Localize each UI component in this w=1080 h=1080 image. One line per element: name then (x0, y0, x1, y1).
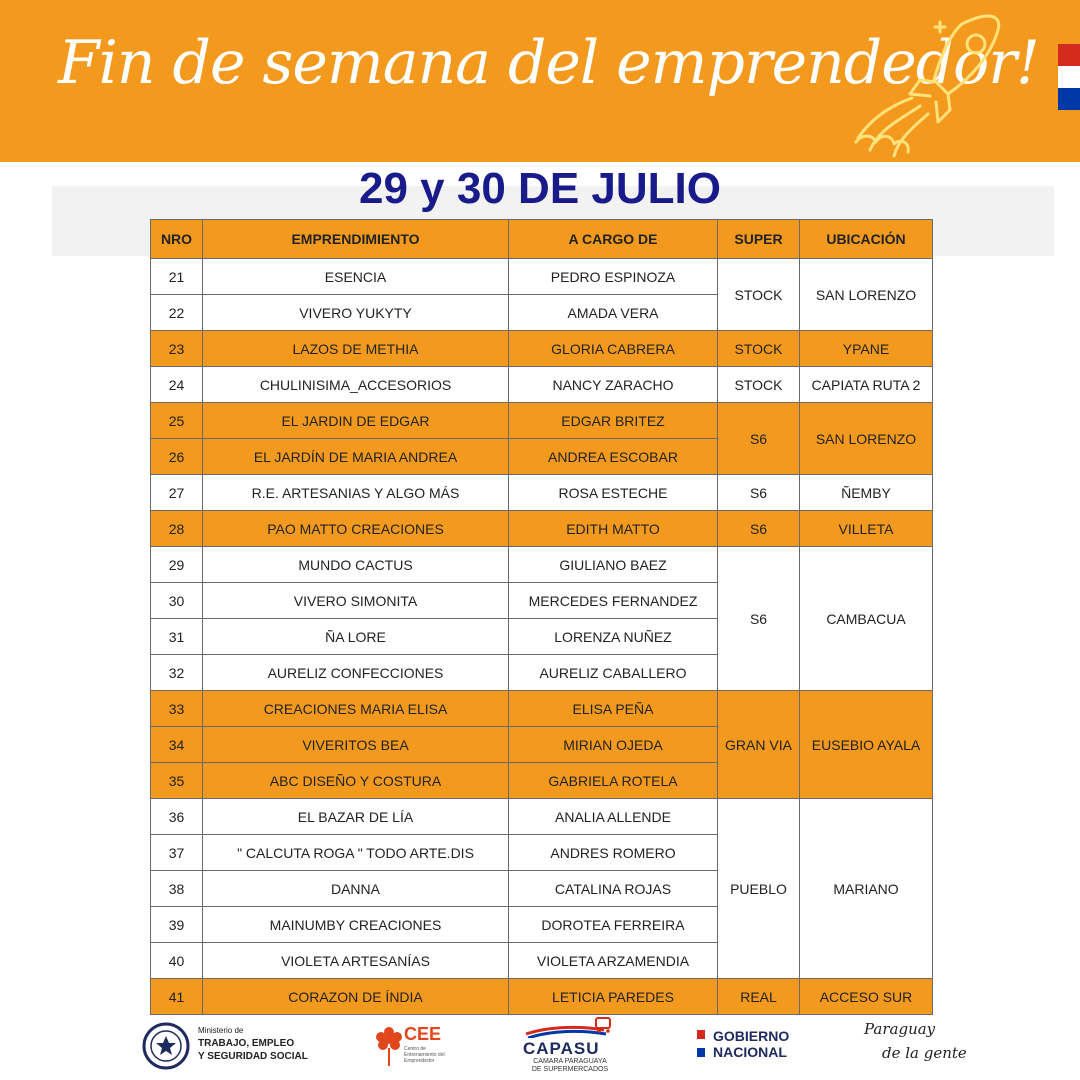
cell-nro: 37 (151, 835, 203, 871)
cell-emprendimiento: ESENCIA (203, 259, 509, 295)
cell-a-cargo-de: LORENZA NUÑEZ (509, 619, 718, 655)
cell-emprendimiento: AURELIZ CONFECCIONES (203, 655, 509, 691)
national-seal-icon (142, 1022, 190, 1070)
cell-ubicacion: CAMBACUA (800, 547, 933, 691)
cell-a-cargo-de: ROSA ESTECHE (509, 475, 718, 511)
cell-emprendimiento: R.E. ARTESANIAS Y ALGO MÁS (203, 475, 509, 511)
paraguay-de-la-gente-logo (860, 1020, 970, 1076)
cell-nro: 39 (151, 907, 203, 943)
cell-a-cargo-de: VIOLETA ARZAMENDIA (509, 943, 718, 979)
cell-a-cargo-de: DOROTEA FERREIRA (509, 907, 718, 943)
cell-a-cargo-de: PEDRO ESPINOZA (509, 259, 718, 295)
cell-ubicacion: SAN LORENZO (800, 403, 933, 475)
cell-emprendimiento: VIOLETA ARTESANÍAS (203, 943, 509, 979)
cell-nro: 28 (151, 511, 203, 547)
table-row (151, 475, 933, 511)
cell-nro: 27 (151, 475, 203, 511)
cell-nro: 34 (151, 727, 203, 763)
cell-super: GRAN VIA (718, 691, 800, 799)
cell-super: REAL (718, 979, 800, 1015)
gobierno-line1: GOBIERNO (713, 1028, 790, 1044)
header-banner (0, 0, 1080, 162)
capasu-logo (520, 1012, 620, 1076)
cell-a-cargo-de: LETICIA PAREDES (509, 979, 718, 1015)
rocket-icon (850, 10, 1010, 160)
table-row (151, 511, 933, 547)
cell-a-cargo-de: ANDREA ESCOBAR (509, 439, 718, 475)
shopping-cart-icon (520, 1012, 620, 1038)
header-ubicacion: UBICACIÓN (800, 220, 933, 259)
cell-nro: 35 (151, 763, 203, 799)
ministry-line1: Ministerio de (198, 1026, 244, 1035)
cell-emprendimiento: CORAZON DE ÍNDIA (203, 979, 509, 1015)
gobierno-line2: NACIONAL (713, 1044, 787, 1060)
cell-ubicacion: VILLETA (800, 511, 933, 547)
cell-a-cargo-de: MIRIAN OJEDA (509, 727, 718, 763)
cell-nro: 26 (151, 439, 203, 475)
cell-emprendimiento: LAZOS DE METHIA (203, 331, 509, 367)
gobierno-nacional-logo (697, 1028, 807, 1062)
event-date: 29 y 30 DE JULIO (359, 164, 721, 213)
cell-emprendimiento: VIVERITOS BEA (203, 727, 509, 763)
ministry-line3: Y SEGURIDAD SOCIAL (198, 1051, 308, 1062)
ministry-logo (142, 1020, 322, 1070)
footer-logos (0, 1012, 1080, 1080)
cell-nro: 38 (151, 871, 203, 907)
cell-emprendimiento: ÑA LORE (203, 619, 509, 655)
cell-a-cargo-de: MERCEDES FERNANDEZ (509, 583, 718, 619)
cell-nro: 36 (151, 799, 203, 835)
cell-nro: 31 (151, 619, 203, 655)
cell-emprendimiento: PAO MATTO CREACIONES (203, 511, 509, 547)
cell-nro: 30 (151, 583, 203, 619)
cee-name: CEE (404, 1024, 442, 1044)
entrepreneurs-table (150, 219, 933, 1015)
cell-super: PUEBLO (718, 799, 800, 979)
cell-a-cargo-de: AMADA VERA (509, 295, 718, 331)
cell-emprendimiento: MAINUMBY CREACIONES (203, 907, 509, 943)
table-header-row (151, 220, 933, 259)
cell-a-cargo-de: ELISA PEÑA (509, 691, 718, 727)
cell-ubicacion: CAPIATA RUTA 2 (800, 367, 933, 403)
cell-a-cargo-de: GIULIANO BAEZ (509, 547, 718, 583)
header-emprendimiento: EMPRENDIMIENTO (203, 220, 509, 259)
table-row (151, 367, 933, 403)
cell-super: STOCK (718, 331, 800, 367)
cell-ubicacion: MARIANO (800, 799, 933, 979)
cell-nro: 41 (151, 979, 203, 1015)
table-row (151, 331, 933, 367)
header-nro: NRO (151, 220, 203, 259)
cee-logo (374, 1020, 454, 1074)
header-super: SUPER (718, 220, 800, 259)
table-row (151, 547, 933, 583)
cell-nro: 29 (151, 547, 203, 583)
cell-nro: 22 (151, 295, 203, 331)
cell-nro: 24 (151, 367, 203, 403)
cell-nro: 23 (151, 331, 203, 367)
cell-a-cargo-de: EDITH MATTO (509, 511, 718, 547)
header-a-cargo-de: A CARGO DE (509, 220, 718, 259)
cell-emprendimiento: CREACIONES MARIA ELISA (203, 691, 509, 727)
ministry-line2: TRABAJO, EMPLEO (198, 1038, 295, 1049)
cell-super: S6 (718, 403, 800, 475)
table-row (151, 259, 933, 295)
paraguay-flag-icon (1058, 44, 1080, 110)
cell-super: S6 (718, 547, 800, 691)
cell-a-cargo-de: NANCY ZARACHO (509, 367, 718, 403)
cell-a-cargo-de: AURELIZ CABALLERO (509, 655, 718, 691)
table-row (151, 691, 933, 727)
capasu-sub2: DE SUPERMERCADOS (531, 1066, 609, 1073)
cell-super: STOCK (718, 259, 800, 331)
cell-a-cargo-de: GABRIELA ROTELA (509, 763, 718, 799)
cell-nro: 33 (151, 691, 203, 727)
cell-emprendimiento: VIVERO SIMONITA (203, 583, 509, 619)
cell-emprendimiento: ABC DISEÑO Y COSTURA (203, 763, 509, 799)
cell-nro: 32 (151, 655, 203, 691)
cell-super: S6 (718, 511, 800, 547)
cee-subtitle: Centro de Entrenamiento del Emprendedor (404, 1046, 445, 1064)
capasu-sub1: CAMARA PARAGUAYA (533, 1058, 607, 1065)
table-row (151, 979, 933, 1015)
cell-emprendimiento: MUNDO CACTUS (203, 547, 509, 583)
paraguay-line1: Paraguay (864, 1020, 936, 1038)
cell-a-cargo-de: ANDRES ROMERO (509, 835, 718, 871)
cell-nro: 21 (151, 259, 203, 295)
cell-ubicacion: ACCESO SUR (800, 979, 933, 1015)
cell-super: STOCK (718, 367, 800, 403)
cell-emprendimiento: EL JARDIN DE EDGAR (203, 403, 509, 439)
cell-nro: 25 (151, 403, 203, 439)
cell-super: S6 (718, 475, 800, 511)
cell-emprendimiento: EL JARDÍN DE MARIA ANDREA (203, 439, 509, 475)
cell-ubicacion: ÑEMBY (800, 475, 933, 511)
cell-nro: 40 (151, 943, 203, 979)
table-row (151, 799, 933, 835)
cell-a-cargo-de: EDGAR BRITEZ (509, 403, 718, 439)
cell-a-cargo-de: GLORIA CABRERA (509, 331, 718, 367)
cell-ubicacion: SAN LORENZO (800, 259, 933, 331)
capasu-name: CAPASU (523, 1039, 600, 1058)
flag-stripes-icon (697, 1030, 705, 1057)
cell-emprendimiento: CHULINISIMA_ACCESORIOS (203, 367, 509, 403)
cell-ubicacion: YPANE (800, 331, 933, 367)
table-body (151, 259, 933, 1015)
banner-title: Fin de semana del emprendedor! (58, 28, 1040, 98)
cee-flower-icon (374, 1024, 404, 1068)
cell-a-cargo-de: CATALINA ROJAS (509, 871, 718, 907)
cell-emprendimiento: VIVERO YUKYTY (203, 295, 509, 331)
cell-a-cargo-de: ANALIA ALLENDE (509, 799, 718, 835)
paraguay-line2: de la gente (882, 1044, 967, 1062)
table-row (151, 403, 933, 439)
cell-emprendimiento: EL BAZAR DE LÍA (203, 799, 509, 835)
cell-ubicacion: EUSEBIO AYALA (800, 691, 933, 799)
cell-emprendimiento: " CALCUTA ROGA " TODO ARTE.DIS (203, 835, 509, 871)
cell-emprendimiento: DANNA (203, 871, 509, 907)
